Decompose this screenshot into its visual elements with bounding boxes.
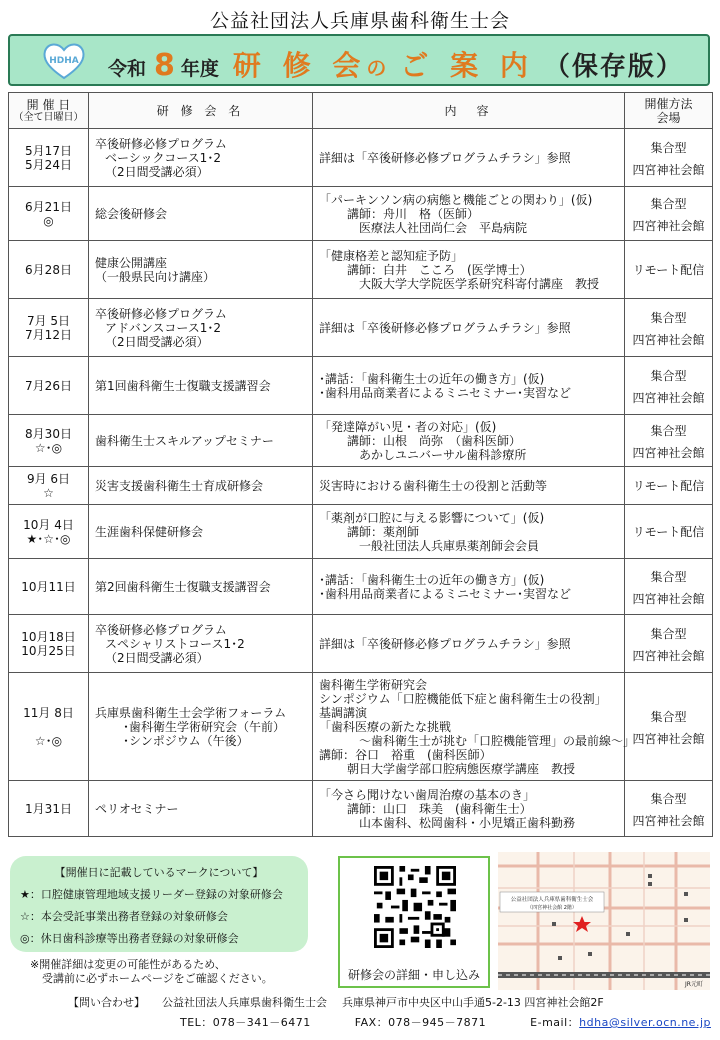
row-name: 兵庫県歯科衛生士会学術フォーラム ･歯科衛生学術研究会（午前） ･シンポジウム（午後）	[89, 673, 313, 781]
col-header-name: 研 修 会 名	[89, 93, 313, 129]
row-content: ･講話：「歯科衛生士の近年の働き方」(仮) ･歯科用品商業者によるミニセミナー･実習など	[313, 559, 625, 615]
contact-email-link[interactable]: hdha@silver.ocn.ne.jp	[579, 1016, 711, 1029]
row-date: 6月28日	[9, 241, 89, 299]
row-method: 集合型 四宮神社会館	[625, 357, 713, 415]
table-row	[9, 415, 713, 467]
legend-item-star: ★：口腔健康管理地域支援リーダー登録の対象研修会	[20, 888, 283, 901]
row-date: 10月 4日 ★･☆･◎	[9, 505, 89, 559]
row-name: 歯科衛生士スキルアップセミナー	[89, 415, 313, 467]
row-method: リモート配信	[625, 505, 713, 559]
contact-email-label: E-mail：	[530, 1016, 580, 1029]
station-label: JR元町	[685, 981, 703, 988]
legend-title: 【開催日に記載しているマークについて】	[54, 866, 264, 879]
row-method: 集合型 四宮神社会館	[625, 415, 713, 467]
row-content: 「パーキンソン病の病態と機能ごとの関わり」(仮) 講師：舟川 格（医師） 医療法人社団尚仁会 平島病院	[313, 187, 625, 241]
qr-code-icon[interactable]	[374, 866, 456, 948]
venue-label-1: 公益社団法人兵庫県歯科衛生士会	[510, 897, 594, 903]
contact-address: 兵庫県神戸市中央区中山手通5-2-13 四宮神社会館2F	[342, 996, 604, 1009]
row-content: 「発達障がい児・者の対応」(仮) 講師：山根 尚弥 （歯科医師） あかしユニバーサル歯科診療所	[313, 415, 625, 467]
table-row	[9, 357, 713, 415]
row-method: 集合型 四宮神社会館	[625, 299, 713, 357]
row-method: 集合型 四宮神社会館	[625, 615, 713, 673]
contact-numbers	[180, 1014, 711, 1030]
venue-label-2: （四宮神社会館 2階）	[527, 905, 577, 911]
access-map	[498, 852, 710, 990]
row-method: 集合型 四宮神社会館	[625, 673, 713, 781]
change-notice: ※開催詳細は変更の可能性があるため、 受講前に必ずホームページをご確認ください。	[30, 958, 273, 985]
qr-panel[interactable]	[338, 856, 490, 988]
row-name: 災害支援歯科衛生士育成研修会	[89, 467, 313, 505]
schedule-table	[8, 92, 713, 837]
row-content: 詳細は「卒後研修必修プログラムチラシ」参照	[313, 129, 625, 187]
table-row	[9, 299, 713, 357]
title-year-unit: 年度	[180, 58, 219, 80]
contact-line	[68, 994, 718, 1010]
row-method: リモート配信	[625, 467, 713, 505]
col-header-method: 開催方法 会場	[625, 93, 713, 129]
row-date: 7月 5日 7月12日	[9, 299, 89, 357]
row-name: 卒後研修必修プログラム ベーシックコース1･2 （2日間受講必須）	[89, 129, 313, 187]
contact-org: 公益社団法人兵庫県歯科衛生士会	[162, 996, 327, 1009]
row-method: 集合型 四宮神社会館	[625, 559, 713, 615]
row-date: 1月31日	[9, 781, 89, 837]
row-content: 「薬剤が口腔に与える影響について」(仮) 講師：薬剤師 一般社団法人兵庫県薬剤師会会員	[313, 505, 625, 559]
row-date: 11月 8日 ☆･◎	[9, 673, 89, 781]
row-content: 詳細は「卒後研修必修プログラムチラシ」参照	[313, 299, 625, 357]
row-date: 10月11日	[9, 559, 89, 615]
heart-logo-icon	[42, 42, 86, 80]
contact-tel: TEL：078－341－6471	[180, 1016, 311, 1029]
row-date: 7月26日	[9, 357, 89, 415]
row-name: 第1回歯科衛生士復職支援講習会	[89, 357, 313, 415]
table-row	[9, 781, 713, 837]
row-date: 8月30日 ☆･◎	[9, 415, 89, 467]
row-date: 9月 6日 ☆	[9, 467, 89, 505]
row-name: ペリオセミナー	[89, 781, 313, 837]
table-row	[9, 615, 713, 673]
row-name: 卒後研修必修プログラム スペシャリストコース1･2 （2日間受講必須）	[89, 615, 313, 673]
title-rest: ご 案 内	[400, 49, 534, 82]
row-content: 「健康格差と認知症予防」 講師：白井 こころ (医学博士） 大阪大学大学院医学系研究科寄付講座 教授	[313, 241, 625, 299]
row-content: 災害時における歯科衛生士の役割と活動等	[313, 467, 625, 505]
row-date: 5月17日 5月24日	[9, 129, 89, 187]
row-method: リモート配信	[625, 241, 713, 299]
table-row	[9, 129, 713, 187]
row-method: 集合型 四宮神社会館	[625, 129, 713, 187]
logo-text: HDHA	[49, 56, 79, 66]
table-row	[9, 505, 713, 559]
title-era: 令和	[108, 58, 147, 80]
col-header-content: 内 容	[313, 93, 625, 129]
title-no: の	[366, 56, 387, 80]
row-name: 健康公開講座 （一般県民向け講座）	[89, 241, 313, 299]
title-sub: （保存版）	[543, 52, 684, 82]
title-year: 8	[154, 48, 175, 83]
row-name: 卒後研修必修プログラム アドバンスコース1･2 （2日間受講必須）	[89, 299, 313, 357]
row-date: 6月21日 ◎	[9, 187, 89, 241]
page-title	[108, 44, 684, 83]
legend-item-double-circle: ◎：休日歯科診療等出務者登録の対象研修会	[20, 932, 239, 945]
table-row	[9, 559, 713, 615]
table-row	[9, 241, 713, 299]
contact-label: 【問い合わせ】	[68, 996, 145, 1009]
row-content: 詳細は「卒後研修必修プログラムチラシ」参照	[313, 615, 625, 673]
contact-fax: FAX：078－945－7871	[354, 1016, 487, 1029]
org-name: 公益社団法人兵庫県歯科衛生士会	[209, 10, 510, 32]
row-method: 集合型 四宮神社会館	[625, 781, 713, 837]
row-date: 10月18日 10月25日	[9, 615, 89, 673]
row-content: ･講話：「歯科衛生士の近年の働き方」(仮) ･歯科用品商業者によるミニセミナー･実習など	[313, 357, 625, 415]
col-header-date: 開 催 日 （全て日曜日）	[9, 93, 89, 129]
mark-legend	[10, 856, 308, 952]
table-row	[9, 187, 713, 241]
title-banner	[8, 34, 710, 86]
title-main: 研 修 会	[232, 49, 367, 82]
qr-caption: 研修会の詳細・申し込み	[347, 968, 480, 982]
table-row	[9, 673, 713, 781]
row-name: 生涯歯科保健研修会	[89, 505, 313, 559]
legend-item-white-star: ☆：本会受託事業出務者登録の対象研修会	[20, 910, 228, 923]
row-name: 総会後研修会	[89, 187, 313, 241]
table-header-row	[9, 93, 713, 129]
table-row	[9, 467, 713, 505]
row-method: 集合型 四宮神社会館	[625, 187, 713, 241]
row-content: 「今さら聞けない歯周治療の基本のき」 講師：山口 珠美 (歯科衛生士） 山本歯科、松岡歯科・小児矯正歯科勤務	[313, 781, 625, 837]
hdha-logo	[42, 42, 86, 80]
row-name: 第2回歯科衛生士復職支援講習会	[89, 559, 313, 615]
row-content: 歯科衛生学術研究会 シンポジウム「口腔機能低下症と歯科衛生士の役割」 基調講演 「歯科医療の新たな挑戦 ～歯科衛生士が挑む「口腔機能管理」の最前線～」 講師：谷口 裕重 (歯科医師） 朝日大学歯学部口腔病態医療学講座 教授	[313, 673, 625, 781]
